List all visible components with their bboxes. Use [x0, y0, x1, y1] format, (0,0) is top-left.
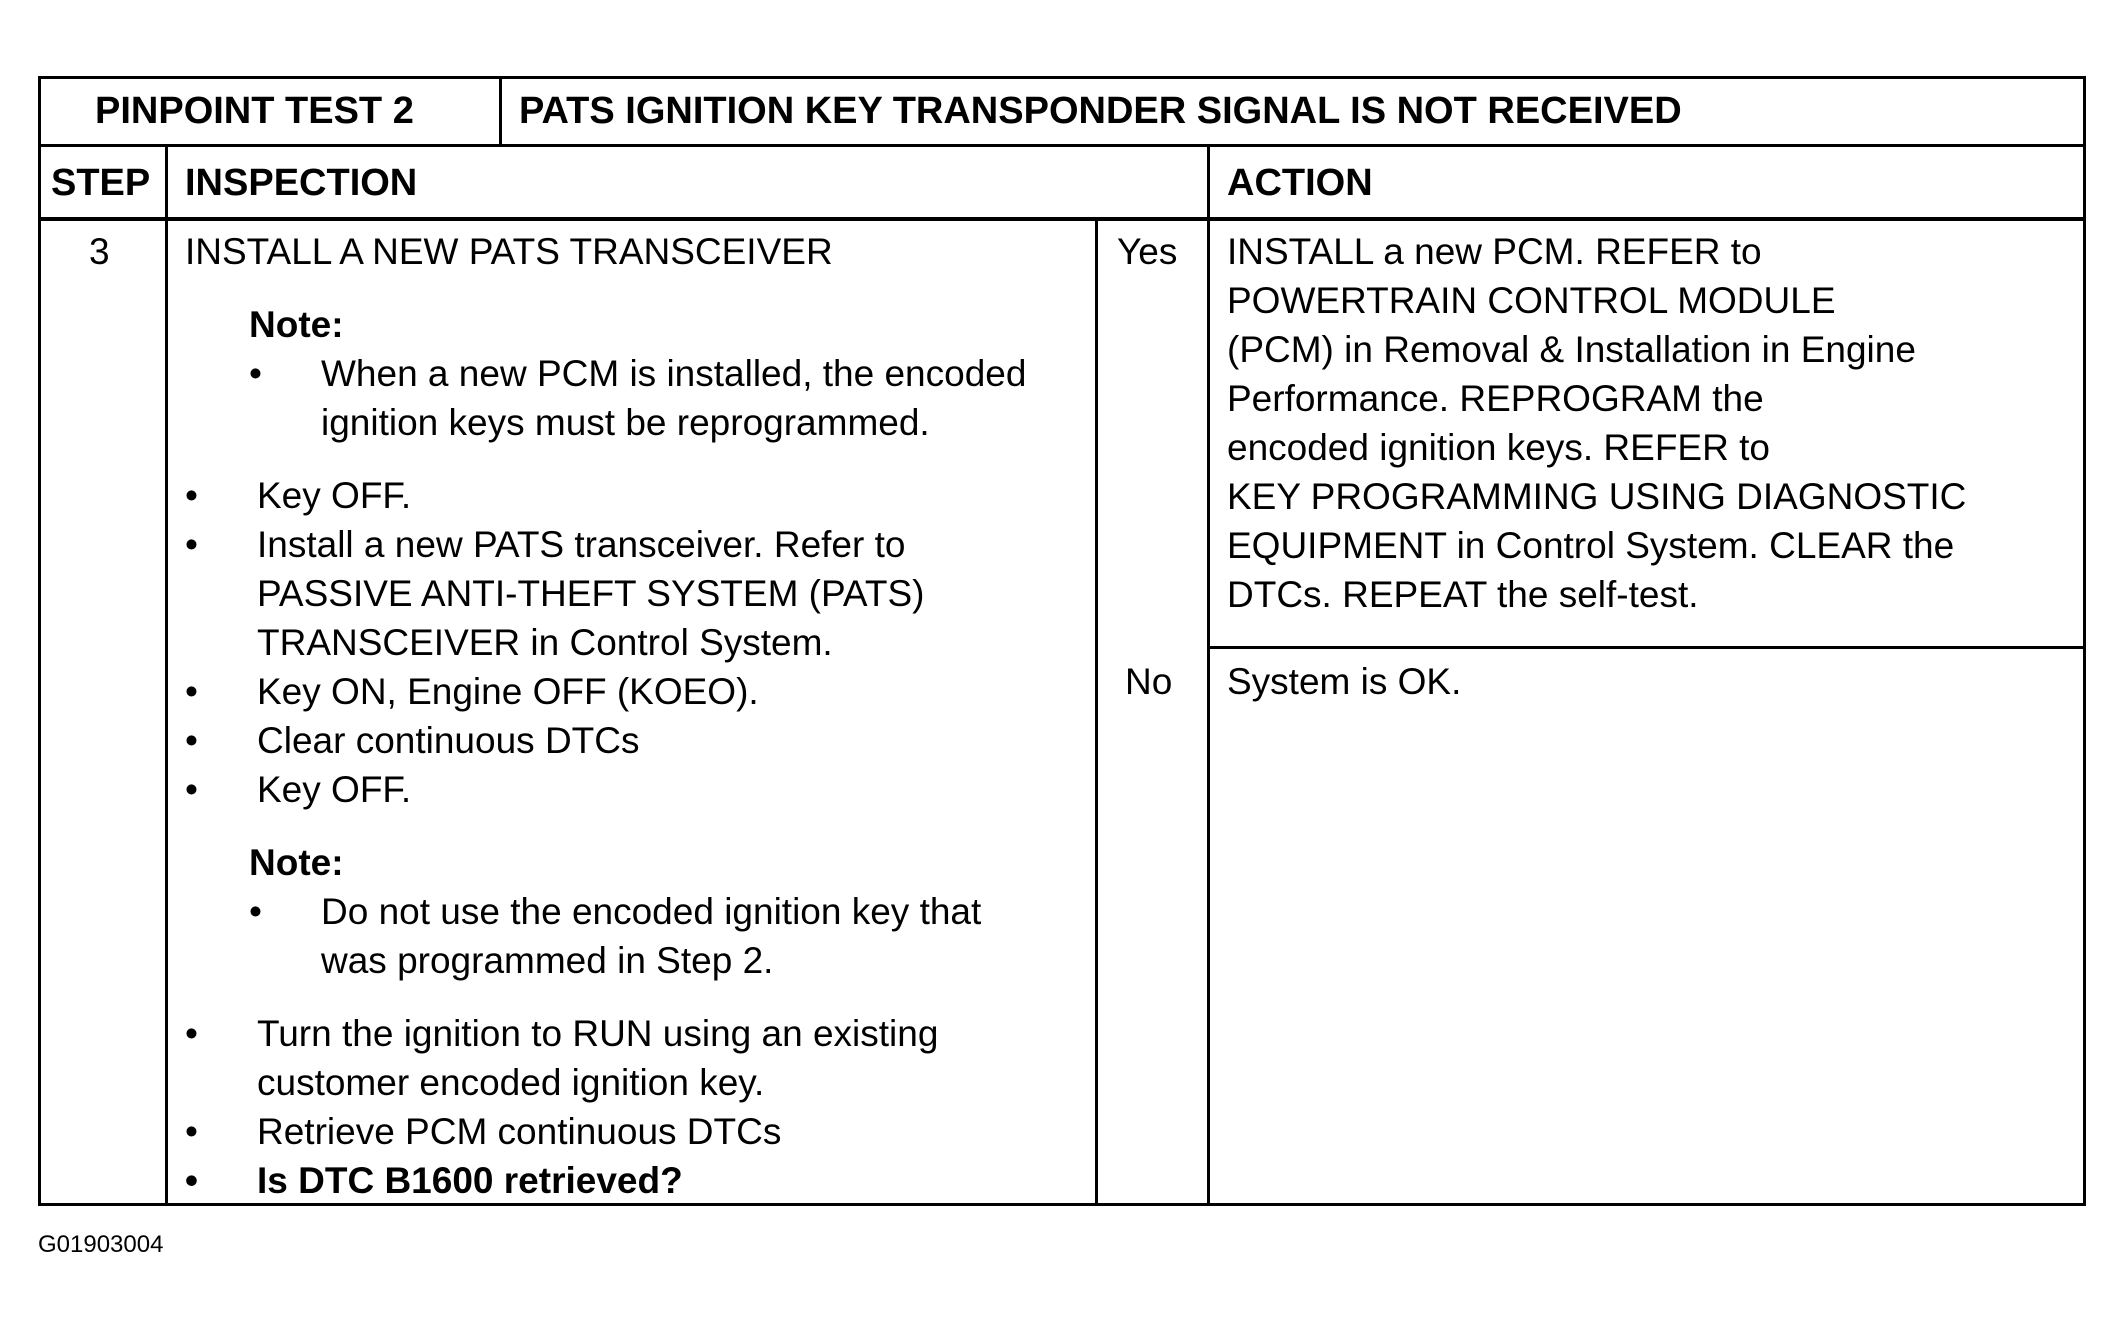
- yes-action-line: Performance. REPROGRAM the: [1227, 378, 1764, 419]
- note-2-bullet: [249, 887, 1085, 985]
- note-2: [249, 838, 1085, 985]
- note-2-label: Note:: [249, 842, 344, 883]
- yes-action-line: (PCM) in Removal & Installation in Engine: [1227, 329, 1916, 370]
- pinpoint-test-table: [38, 76, 2086, 1206]
- figure-id: G01903004: [38, 1231, 164, 1258]
- bullet-icon: •: [185, 1160, 198, 1201]
- no-action: [1227, 657, 2073, 706]
- inspection-answer-divider: [1095, 219, 1098, 1203]
- no-action-line: System is OK.: [1227, 661, 1462, 702]
- yes-action-line: INSTALL a new PCM. REFER to: [1227, 231, 1762, 272]
- step-item-line: Key ON, Engine OFF (KOEO).: [257, 671, 759, 712]
- step-item-line: Key OFF.: [257, 769, 412, 810]
- step-item-line: Retrieve PCM continuous DTCs: [257, 1111, 782, 1152]
- note-1: [249, 300, 1085, 447]
- note-1-bullet: [249, 349, 1085, 447]
- note-1-line: When a new PCM is installed, the encoded: [321, 353, 1027, 394]
- step-item: [185, 667, 1085, 716]
- bullet-icon: •: [185, 1013, 198, 1054]
- bullet-icon: •: [249, 353, 262, 394]
- yes-label: Yes: [1117, 231, 1178, 272]
- yes-action-line: POWERTRAIN CONTROL MODULE: [1227, 280, 1836, 321]
- action-column-header: ACTION: [1227, 162, 1373, 204]
- step-items-group-1: [185, 471, 1085, 814]
- bullet-icon: •: [185, 769, 198, 810]
- note-2-line: was programmed in Step 2.: [321, 940, 774, 981]
- step-item-line: Install a new PATS transceiver. Refer to: [257, 524, 906, 565]
- bullet-icon: •: [185, 720, 198, 761]
- step-item-line: TRANSCEIVER in Control System.: [257, 622, 833, 663]
- no-label: No: [1125, 661, 1173, 702]
- title-cell-divider: [499, 79, 502, 145]
- yes-action-line: KEY PROGRAMMING USING DIAGNOSTIC: [1227, 476, 1967, 517]
- step-item-line: Turn the ignition to RUN using an existing: [257, 1013, 939, 1054]
- step-item: [185, 765, 1085, 814]
- step-item: [185, 520, 1085, 667]
- note-1-label: Note:: [249, 304, 344, 345]
- bullet-icon: •: [185, 475, 198, 516]
- step-question: [185, 1156, 1085, 1205]
- step-item-line: Key OFF.: [257, 475, 412, 516]
- header-row-divider: [41, 144, 2083, 147]
- step-item-line: PASSIVE ANTI-THEFT SYSTEM (PATS): [257, 573, 925, 614]
- action-column-divider: [1207, 145, 1210, 1203]
- yes-action-line: encoded ignition keys. REFER to: [1227, 427, 1770, 468]
- step-number: 3: [89, 231, 110, 272]
- pinpoint-test-label: PINPOINT TEST 2: [95, 90, 414, 132]
- step-item: [185, 1107, 1085, 1156]
- bullet-icon: •: [249, 891, 262, 932]
- pinpoint-test-title: PATS IGNITION KEY TRANSPONDER SIGNAL IS NOT RECEIVED: [519, 90, 1682, 132]
- yes-action-line: DTCs. REPEAT the self-test.: [1227, 574, 1699, 615]
- inspection-column-header: INSPECTION: [185, 162, 418, 204]
- bullet-icon: •: [185, 1111, 198, 1152]
- step-column-divider: [165, 145, 168, 1203]
- step-item: [185, 716, 1085, 765]
- note-1-line: ignition keys must be reprogrammed.: [321, 402, 930, 443]
- step-heading: INSTALL A NEW PATS TRANSCEIVER: [185, 231, 833, 272]
- step-items-group-2: [185, 1009, 1085, 1205]
- column-header-divider: [41, 217, 2083, 221]
- step-column-header: STEP: [51, 162, 151, 204]
- note-2-line: Do not use the encoded ignition key that: [321, 891, 982, 932]
- yes-no-divider: [1208, 646, 2083, 649]
- step-item: [185, 471, 1085, 520]
- step-item: [185, 1009, 1085, 1107]
- inspection-content: [185, 227, 1085, 1205]
- yes-action: [1227, 227, 2073, 619]
- yes-action-line: EQUIPMENT in Control System. CLEAR the: [1227, 525, 1955, 566]
- step-item-line: customer encoded ignition key.: [257, 1062, 765, 1103]
- bullet-icon: •: [185, 524, 198, 565]
- step-item-line: Clear continuous DTCs: [257, 720, 640, 761]
- step-question-line: Is DTC B1600 retrieved?: [257, 1160, 683, 1201]
- bullet-icon: •: [185, 671, 198, 712]
